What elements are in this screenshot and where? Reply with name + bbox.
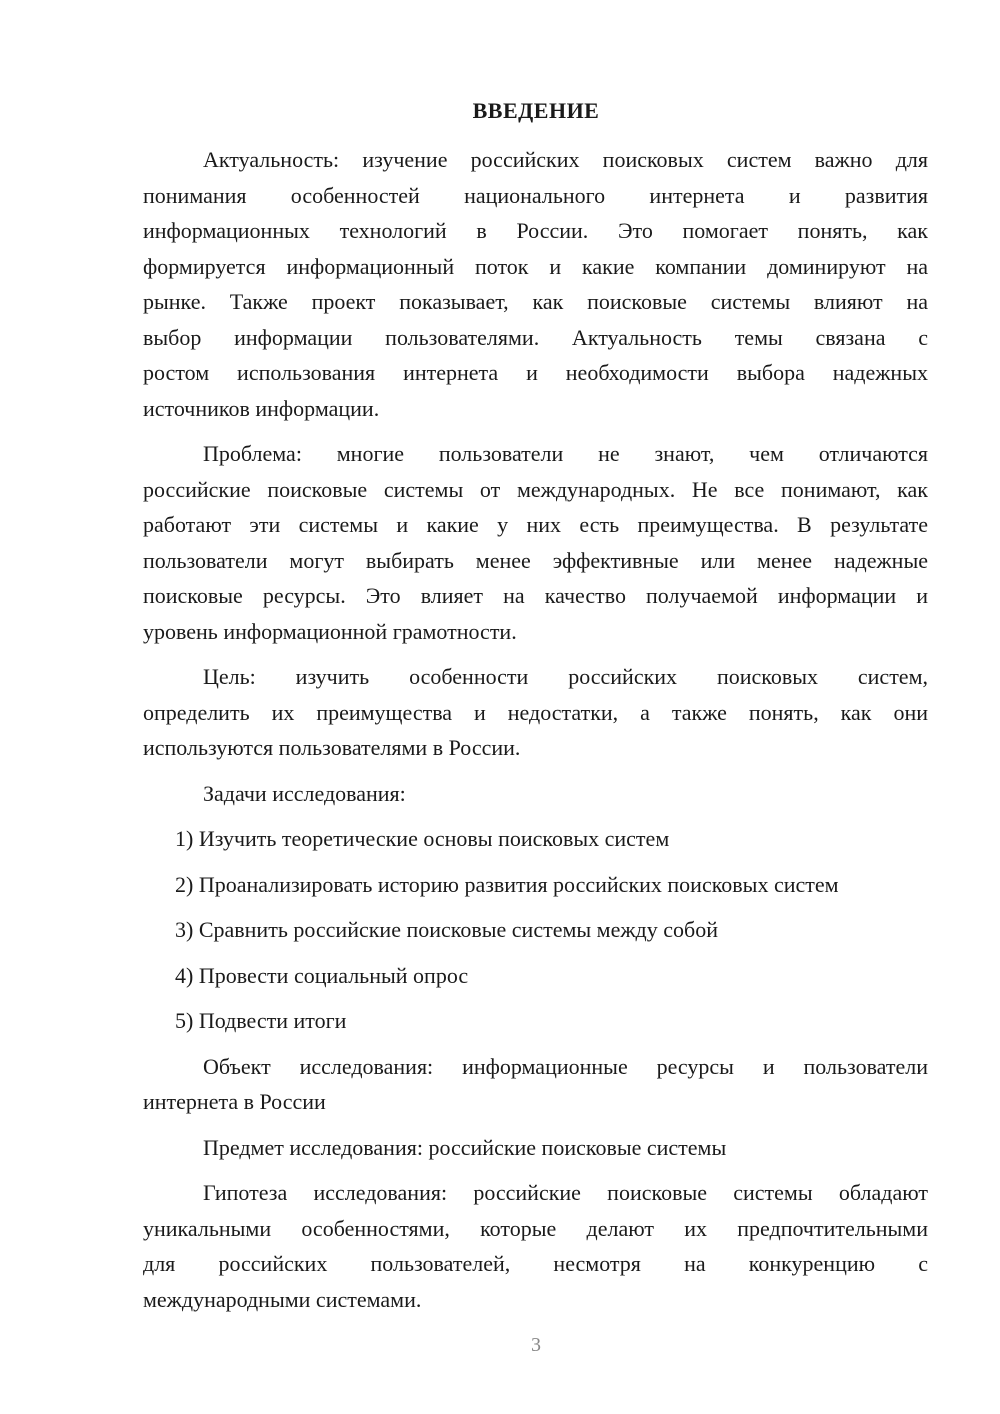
tasks-list [143, 821, 928, 1039]
task-item: 1) Изучить теоретические основы поисковых систем [175, 826, 670, 851]
text-line: понимания особенностей национального интернета и развития [143, 182, 928, 208]
text-line: Проблема: многие пользователи не знают, чем отличаются [203, 441, 928, 466]
relevance-paragraph [143, 142, 928, 426]
problem-paragraph [143, 436, 928, 649]
task-item: 5) Подвести итоги [175, 1008, 347, 1033]
task-item: 4) Провести социальный опрос [175, 962, 469, 988]
text-line: выбор информации пользователями. Актуальность темы связана с [143, 324, 928, 350]
text-line: для российских пользователей, несмотря на конкуренцию с [143, 1251, 928, 1276]
task-item: 2) Проанализировать историю развития российских поисковых систем [175, 871, 839, 897]
document-body [143, 142, 928, 1327]
tasks-heading: Задачи исследования: [203, 780, 406, 806]
text-line: определить их преимущества и недостатки, а также понять, как они [143, 699, 928, 725]
text-line: ростом использования интернета и необходимости выбора надежных [143, 360, 928, 385]
text-line: работают эти системы и какие у них есть преимущества. В результате [143, 512, 928, 537]
text-line: интернета в России [143, 1089, 326, 1114]
text-line: рынке. Также проект показывает, как поисковые системы влияют на [143, 289, 928, 314]
text-line: источников информации. [143, 395, 380, 421]
text-line: Гипотеза исследования: российские поисковые системы обладают [203, 1180, 928, 1205]
text-line: Цель: изучить особенности российских поисковых систем, [203, 664, 928, 689]
subject-paragraph: Предмет исследования: российские поисковые системы [203, 1134, 727, 1160]
text-line: информационных технологий в России. Это помогает понять, как [143, 218, 928, 243]
goal-paragraph [143, 659, 928, 766]
hypothesis-paragraph [143, 1175, 928, 1317]
object-paragraph [143, 1049, 928, 1120]
text-line: уникальными особенностями, которые делают их предпочтительными [143, 1215, 928, 1241]
text-line: пользователи могут выбирать менее эффективные или менее надежные [143, 547, 928, 573]
task-item: 3) Сравнить российские поисковые системы между собой [175, 917, 718, 942]
text-line: уровень информационной грамотности. [143, 618, 517, 644]
text-line: Объект исследования: информационные ресурсы и пользователи [203, 1053, 928, 1079]
text-line: Актуальность: изучение российских поисковых систем важно для [203, 147, 928, 172]
text-line: российские поисковые системы от международных. Не все понимают, как [143, 476, 928, 502]
text-line: поисковые ресурсы. Это влияет на качество получаемой информации и [143, 583, 928, 608]
text-line: международными системами. [143, 1286, 422, 1312]
section-title: ВВЕДЕНИЕ [472, 98, 600, 123]
text-line: используются пользователями в России. [143, 735, 521, 760]
page-number: 3 [531, 1334, 541, 1356]
text-line: формируется информационный поток и какие компании доминируют на [143, 253, 928, 279]
